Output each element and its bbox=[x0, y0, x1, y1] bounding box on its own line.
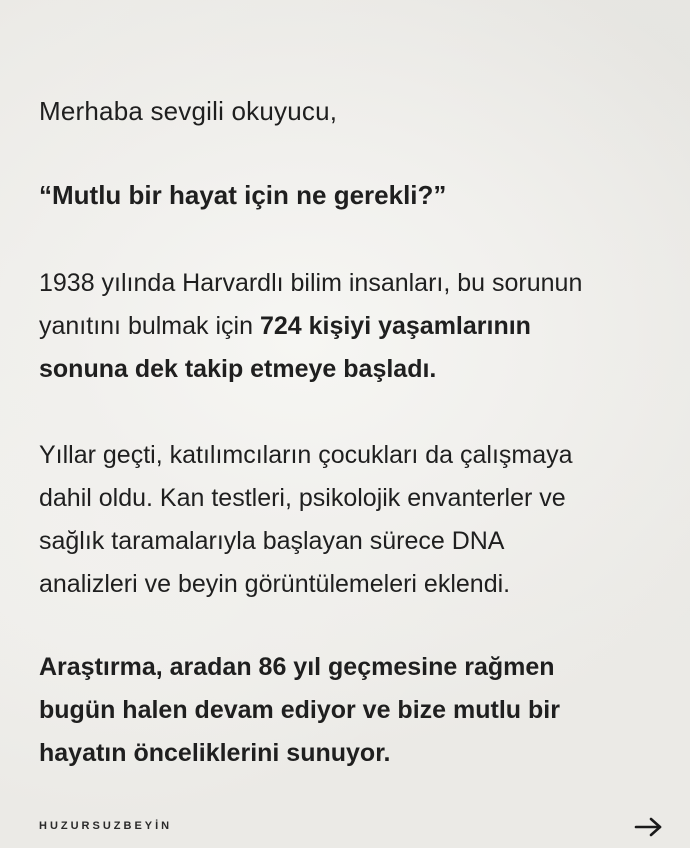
paragraph-line: Yıllar geçti, katılımcıların çocukları da çalışmaya bbox=[39, 441, 573, 469]
brand-name: HUZURSUZBEYİN bbox=[39, 820, 173, 832]
paragraph-line: sağlık taramalarıyla başlayan sürece DNA bbox=[39, 527, 505, 555]
paragraph-line: hayatın önceliklerini sunuyor. bbox=[39, 739, 391, 767]
highlight-text: 724 kişiyi yaşamlarının bbox=[259, 312, 531, 340]
paragraph-conclusion bbox=[39, 646, 659, 775]
paragraph-line bbox=[39, 305, 659, 348]
paragraph-line: analizleri ve beyin görüntülemeleri eklendi. bbox=[39, 570, 511, 598]
paragraph-line: dahil oldu. Kan testleri, psikolojik envanterler ve bbox=[39, 484, 566, 512]
paragraph-study-intro bbox=[39, 262, 659, 391]
paragraph-line: Araştırma, aradan 86 yıl geçmesine rağmen bbox=[39, 653, 555, 681]
headline-question: “Mutlu bir hayat için ne gerekli?” bbox=[39, 180, 447, 210]
paragraph-line: 1938 yılında Harvardlı bilim insanları, bu sorunun bbox=[39, 269, 583, 297]
greeting-text: Merhaba sevgili okuyucu, bbox=[39, 96, 338, 126]
arrow-right-icon[interactable] bbox=[634, 816, 664, 838]
paragraph-line: bugün halen devam ediyor ve bize mutlu bir bbox=[39, 696, 560, 724]
paragraph-study-expansion bbox=[39, 434, 659, 606]
highlight-text: sonuna dek takip etmeye başladı. bbox=[39, 355, 437, 383]
paragraph-line-text: yanıtını bulmak için bbox=[39, 312, 260, 340]
